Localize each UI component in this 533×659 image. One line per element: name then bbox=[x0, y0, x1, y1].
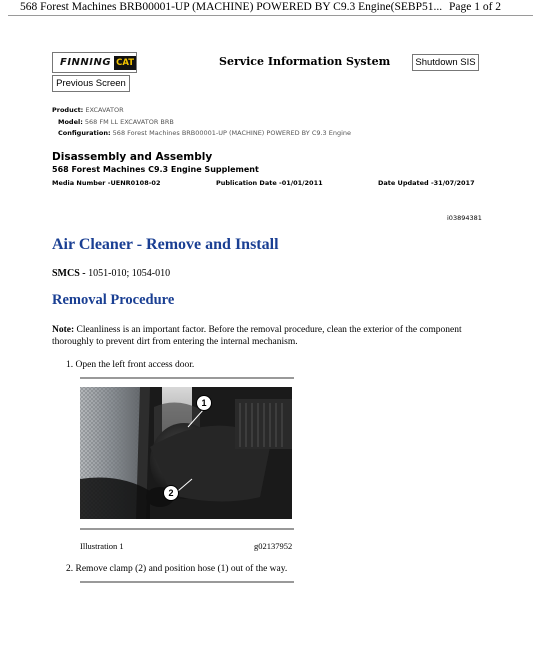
previous-screen-button[interactable]: Previous Screen bbox=[52, 75, 130, 92]
product-value: EXCAVATOR bbox=[85, 106, 124, 114]
document-id: i03894381 bbox=[447, 214, 482, 222]
callout-1: 1 bbox=[196, 395, 212, 411]
header-divider bbox=[8, 15, 533, 16]
configuration-label: Configuration: bbox=[58, 129, 111, 137]
shutdown-sis-button[interactable]: Shutdown SIS bbox=[412, 54, 479, 71]
section-heading: Disassembly and Assembly bbox=[52, 151, 213, 163]
media-number: Media Number -UENR0108-02 bbox=[52, 179, 161, 187]
smcs-label: SMCS - bbox=[52, 268, 89, 279]
note-label: Note: bbox=[52, 325, 75, 335]
callout-2: 2 bbox=[163, 485, 179, 501]
cat-badge: CAT bbox=[116, 57, 135, 68]
step-1: 1. Open the left front access door. bbox=[66, 360, 195, 370]
product-label: Product: bbox=[52, 106, 84, 114]
note-text: Cleanliness is an important factor. Before the removal procedure, clean the exterior of the component thoroughly to prevent dirt from entering the internal mechanism. bbox=[52, 325, 462, 347]
product-line bbox=[52, 106, 124, 114]
smcs-line bbox=[52, 268, 170, 279]
page-title: Air Cleaner - Remove and Install bbox=[52, 236, 279, 253]
date-updated: Date Updated -31/07/2017 bbox=[378, 179, 475, 187]
page-header-title: 568 Forest Machines BRB00001-UP (MACHINE) POWERED BY C9.3 Engine(SEBP51... bbox=[20, 1, 443, 13]
illustration-top-rule bbox=[80, 377, 294, 379]
step-2: 2. Remove clamp (2) and position hose (1) out of the way. bbox=[66, 564, 288, 574]
model-label: Model: bbox=[58, 118, 83, 126]
page-header bbox=[20, 0, 520, 14]
engine-photo-graphic bbox=[80, 387, 292, 519]
publication-date: Publication Date -01/01/2011 bbox=[216, 179, 323, 187]
configuration-value: 568 Forest Machines BRB00001-UP (MACHINE) POWERED BY C9.3 Engine bbox=[112, 129, 352, 137]
illustration-id: g02137952 bbox=[254, 541, 293, 551]
illustration-photo bbox=[80, 387, 292, 519]
finning-cat-logo bbox=[52, 52, 137, 73]
removal-heading: Removal Procedure bbox=[52, 292, 175, 308]
model-value: 568 FM LL EXCAVATOR BRB bbox=[84, 118, 174, 126]
step-2-rule bbox=[80, 581, 294, 583]
logo-text: FINNING bbox=[60, 57, 112, 68]
configuration-line bbox=[58, 129, 351, 137]
illustration-bottom-rule bbox=[80, 528, 294, 530]
illustration-label: Illustration 1 bbox=[80, 541, 124, 551]
document-subtitle: 568 Forest Machines C9.3 Engine Supplement bbox=[52, 165, 259, 174]
system-title: Service Information System bbox=[219, 55, 391, 68]
note-paragraph bbox=[52, 325, 472, 348]
page-number: Page 1 of 2 bbox=[448, 1, 502, 13]
smcs-value: 1051-010; 1054-010 bbox=[88, 268, 171, 279]
model-line bbox=[58, 118, 174, 126]
